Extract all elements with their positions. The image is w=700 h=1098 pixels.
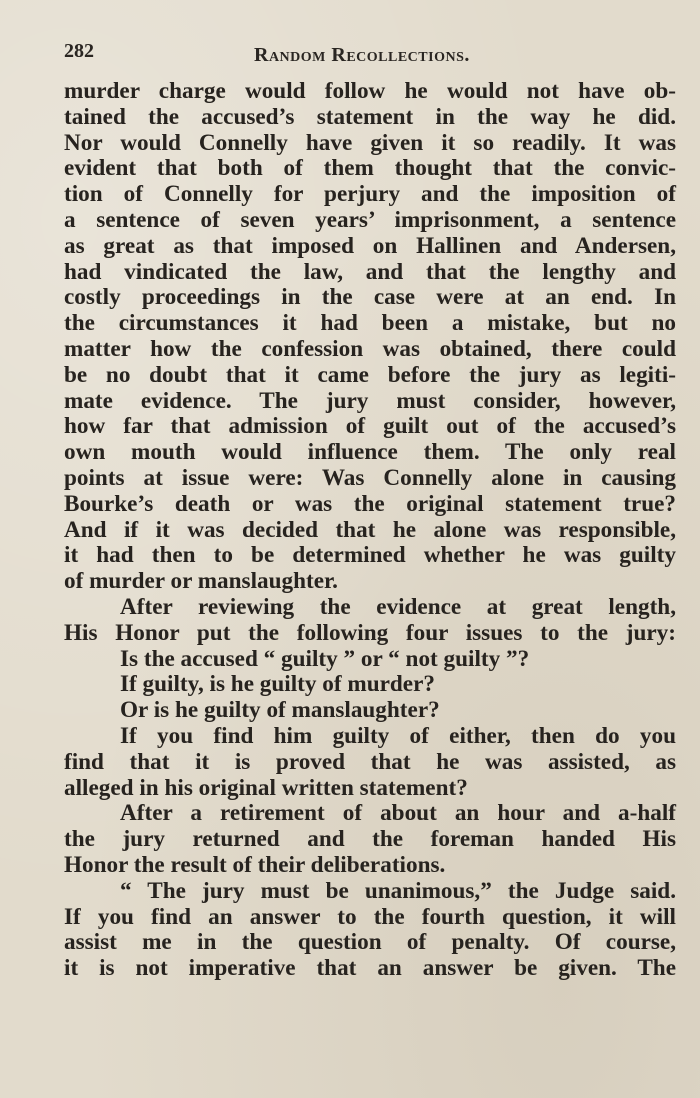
text-line: murder charge would follow he would not have ob- <box>64 78 676 104</box>
body-text <box>64 79 676 982</box>
text-line: the jury returned and the foreman handed His <box>64 826 676 853</box>
text-line: evident that both of them thought that the convic- <box>64 155 676 182</box>
page-header <box>64 40 676 72</box>
text-line: His Honor put the following four issues to the jury: <box>64 619 676 646</box>
text-line: the circumstances it had been a mistake, but no <box>64 310 676 337</box>
text-line: Is the accused “ guilty ” or “ not guilty ”? <box>120 645 530 672</box>
text-line: own mouth would influence them. The only real <box>64 439 676 466</box>
text-line: Nor would Connelly have given it so readily. It was <box>64 129 676 156</box>
text-line: matter how the confession was obtained, there could <box>64 335 676 362</box>
text-line: of murder or manslaughter. <box>64 568 338 595</box>
text-line: If guilty, is he guilty of murder? <box>120 671 435 698</box>
text-line: Or is he guilty of manslaughter? <box>120 697 440 724</box>
text-line: Honor the result of their deliberations. <box>64 851 446 878</box>
text-line: a sentence of seven years’ imprisonment, a sentence <box>64 206 676 233</box>
text-line: After reviewing the evidence at great length, <box>120 593 676 620</box>
running-head: Random Recollections. <box>254 44 470 66</box>
text-line: find that it is proved that he was assisted, as <box>64 748 676 775</box>
text-line: mate evidence. The jury must consider, however, <box>64 387 676 414</box>
page-number: 282 <box>64 40 94 62</box>
text-line: how far that admission of guilt out of the accused’s <box>64 413 676 440</box>
text-line: be no doubt that it came before the jury as legiti- <box>64 361 676 388</box>
text-line: If you find him guilty of either, then do you <box>120 722 676 749</box>
text-line: And if it was decided that he alone was responsible, <box>64 516 676 543</box>
text-line: “ The jury must be unanimous,” the Judge said. <box>120 877 676 904</box>
text-line: tion of Connelly for perjury and the imposition of <box>64 181 676 208</box>
text-line: If you find an answer to the fourth question, it will <box>64 903 676 930</box>
text-line: points at issue were: Was Connelly alone in causing <box>64 464 676 491</box>
text-line: had vindicated the law, and that the lengthy and <box>64 258 676 285</box>
text-line: tained the accused’s statement in the way he did. <box>64 103 676 130</box>
text-line: it is not imperative that an answer be given. The <box>64 955 676 982</box>
text-line: alleged in his original written statement? <box>64 774 468 801</box>
text-line: After a retirement of about an hour and a-half <box>120 800 676 827</box>
text-line: assist me in the question of penalty. Of course, <box>64 929 676 956</box>
text-line: as great as that imposed on Hallinen and Andersen, <box>64 232 676 259</box>
text-line: Bourke’s death or was the original statement true? <box>64 490 676 517</box>
text-line: costly proceedings in the case were at an end. In <box>64 284 676 311</box>
text-line: it had then to be determined whether he was guilty <box>64 542 676 569</box>
